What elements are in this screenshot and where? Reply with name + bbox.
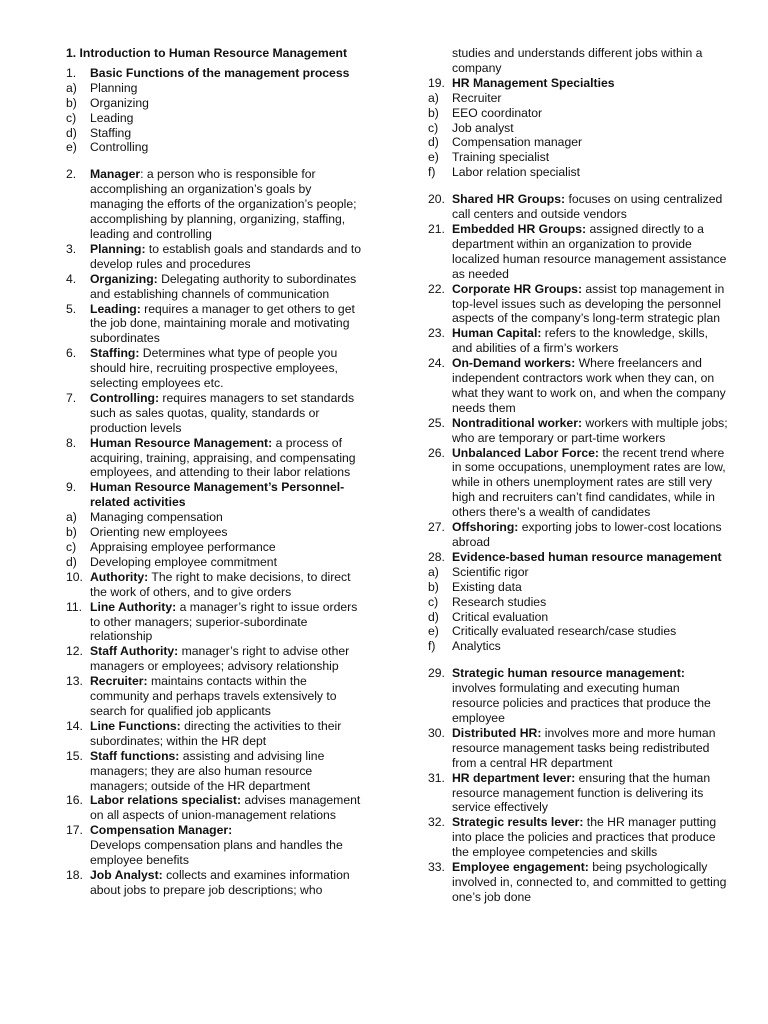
item-definition: the HR manager putting into place the policies and practices that produce the employee competencies and skills [452,815,717,860]
item-number: b) [428,105,439,120]
item-text [90,674,366,719]
item-number: 23. [428,326,445,341]
list-item [428,91,728,106]
item-text [452,815,728,860]
item-text [90,868,366,898]
item-text [90,391,366,436]
item-definition: Labor relation specialist [452,165,581,180]
item-text [90,793,366,823]
item-definition: exporting jobs to lower-cost locations abroad [452,520,722,549]
item-text [90,96,366,111]
item-definition: Determines what type of people you should hire, recruiting prospective employees, selecting employees etc. [90,346,338,391]
item-definition: ensuring that the human resource management function is delivering its service effectively [452,770,711,815]
item-number: 29. [428,666,445,681]
item-term: Human Resource Management: [90,435,273,450]
item-definition: : a person who is responsible for accomplishing an organization’s goals by managing the efforts of the organization’s people; accomplishing by planning, organizing, staffing, leading and controlling [90,167,357,241]
item-definition: manager’s right to advise other managers or employees; advisory relationship [90,644,350,674]
item-text [452,356,728,416]
item-text [90,272,366,302]
list-item [66,126,366,141]
item-number: 14. [66,718,83,733]
item-text [452,595,728,610]
item-text [90,570,366,600]
item-text [452,446,728,521]
list-item [428,666,728,726]
list-item [428,106,728,121]
item-definition: Recruiter [452,90,502,105]
item-definition: being psychologically involved in, connected to, and committed to getting one’s job done [452,860,727,904]
list-item [66,302,366,347]
item-text [452,222,728,282]
item-number: a) [66,80,77,95]
list-item [428,610,728,625]
continued-text: studies and understands different jobs within a company [452,46,703,75]
list-item [66,272,366,302]
right-list [428,76,728,905]
list-item [428,639,728,654]
item-number: 8. [66,435,77,450]
item-term: Strategic results lever: [452,815,584,830]
item-text [90,167,366,242]
item-number: 24. [428,356,445,371]
item-number: e) [428,624,439,639]
item-definition: requires managers to set standards such as sales quotas, quality, standards or production levels [90,390,355,435]
item-number: 16. [66,793,83,808]
list-item [428,595,728,610]
list-item [428,326,728,356]
item-number: d) [428,609,439,624]
left-column [66,46,366,898]
item-text [452,565,728,580]
list-item [66,436,366,481]
item-term: Offshoring: [452,520,519,535]
item-definition: Develops compensation plans and handles the employee benefits [90,838,343,868]
item-definition: Organizing [90,95,149,110]
item-text [90,111,366,126]
item-text [452,726,728,771]
item-definition: Planning [90,80,138,95]
item-text [90,525,366,540]
list-item [66,242,366,272]
list-item [66,391,366,436]
item-definition: Appraising employee performance [90,540,276,554]
item-number: 17. [66,823,83,838]
item-number: 25. [428,415,445,430]
item-number: 28. [428,549,445,564]
item-number: d) [428,135,439,150]
item-number: 15. [66,748,83,763]
list-item [66,96,366,111]
list-item [428,76,728,91]
item-number: e) [428,150,439,165]
item-definition: the recent trend where in some occupations, unemployment rates are low, while in others unemployment rates are still very high and recruiters can’t find candidates, while in others there’s a wealth of candidates [452,445,726,520]
list-item [428,726,728,771]
item-text [452,416,728,446]
list-item [428,135,728,150]
item-term: HR department lever: [452,770,576,785]
item-term: Authority: [90,569,149,584]
item-definition: Staffing [90,125,132,140]
item-definition: Developing employee commitment [90,554,277,569]
list-item [66,66,366,81]
item-definition: focuses on using centralized call centers and outside vendors [452,192,723,222]
list-item [66,510,366,525]
item-term: Line Functions: [90,718,181,733]
list-item [428,580,728,595]
item-number: f) [428,165,436,180]
item-term: Leading: [90,301,141,316]
item-number: 10. [66,569,83,584]
item-term: Strategic human resource management: [452,666,685,681]
item-definition: Critically evaluated research/case studies [452,624,677,639]
item-text [452,666,728,726]
item-number: c) [66,540,77,554]
item-term: Line Authority: [90,599,177,614]
item-number: a) [66,510,77,525]
item-term: Staffing: [90,346,140,361]
item-definition: requires a manager to get others to get the job done, maintaining morale and motivating subordinates [90,301,355,346]
item-term: Corporate HR Groups: [452,281,583,296]
item-text [90,540,366,555]
item-definition: The right to make decisions, to direct the work of others, and to give orders [90,569,351,599]
item-text [90,600,366,645]
spacer [428,180,728,192]
item-definition: directing the activities to their subordinates; within the HR dept [90,718,342,748]
item-number: c) [66,110,77,125]
item-text [452,192,728,222]
list-item [66,600,366,645]
item-number: a) [428,90,439,105]
item-definition: Job analyst [452,120,514,135]
item-definition: Training specialist [452,150,550,165]
item-number: 2. [66,167,77,182]
item-text [90,480,366,510]
item-text [90,302,366,347]
list-item [428,282,728,327]
list-item [428,165,728,180]
item-definition: advises management on all aspects of union-management relations [90,793,361,823]
item-definition: Leading [90,110,134,125]
item-text [452,610,728,625]
list-item [428,121,728,136]
item-text [452,520,728,550]
item-definition: workers with multiple jobs; who are temporary or part-time workers [452,415,728,445]
item-number: 33. [428,860,445,875]
item-text [90,436,366,481]
list-item [428,222,728,282]
item-term: Manager [90,167,141,182]
item-definition: Scientific rigor [452,564,529,579]
item-text [90,126,366,141]
list-item [66,111,366,126]
item-term: Recruiter: [90,674,148,689]
item-text [90,644,366,674]
item-text [90,719,366,749]
item-definition: to establish goals and standards and to develop rules and procedures [90,241,361,271]
list-item [66,555,366,570]
item-number: 30. [428,725,445,740]
item-text [90,749,366,794]
list-item [428,860,728,905]
item-definition: Critical evaluation [452,609,549,624]
item-definition: involves formulating and executing human resource policies and practices that produce the employee [452,681,711,725]
item-term: Human Capital: [452,326,542,341]
item-number: e) [66,140,77,155]
item-number: 31. [428,770,445,785]
item-text [90,66,366,81]
item-number: 3. [66,241,77,256]
item-number: 12. [66,644,83,659]
item-number: 19. [428,75,445,90]
item-definition: Managing compensation [90,510,223,525]
list-item [66,540,366,555]
item-number: b) [428,579,439,594]
item-term: Embedded HR Groups: [452,221,587,236]
item-term: Staff Authority: [90,644,179,659]
item-number: 11. [66,599,83,614]
item-number: 21. [428,221,445,236]
item-number: 1. [66,65,77,80]
item-text [90,81,366,96]
list-item [428,356,728,416]
item-text [452,150,728,165]
item-number: c) [428,594,439,609]
list-item [428,624,728,639]
item-number: 20. [428,192,445,207]
item-term: Unbalanced Labor Force: [452,445,599,460]
item-number: d) [66,554,77,569]
item-text [452,121,728,136]
item-term: Human Resource Management’s Personnel-related activities [90,480,345,510]
item-text [90,242,366,272]
item-term: Distributed HR: [452,725,542,740]
item-term: Compensation Manager: [90,823,233,838]
item-definition: a process of acquiring, training, appraising, and compensating employees, and attending to their labor relations [90,435,356,480]
item-definition: Research studies [452,594,547,609]
item-term: Shared HR Groups: [452,192,566,207]
list-item [66,793,366,823]
item-term: Controlling: [90,390,160,405]
list-item [66,823,366,868]
list-item [428,771,728,816]
item-number: f) [428,639,436,654]
item-definition: EEO coordinator [452,105,543,120]
list-item [66,674,366,719]
item-term: Job Analyst: [90,867,163,882]
item-number: 18. [66,867,83,882]
item-number: 5. [66,301,77,316]
list-item [66,140,366,155]
item-text [452,624,728,639]
item-definition: Delegating authority to subordinates and establishing channels of communication [90,271,357,301]
item-definition: a manager’s right to issue orders to other managers; superior-subordinate relationship [90,599,358,644]
list-item [428,416,728,446]
item-number: b) [66,525,77,540]
item-term: Nontraditional worker: [452,415,583,430]
list-item [66,81,366,96]
item-number: a) [428,564,439,579]
item-term: On-Demand workers: [452,356,576,371]
list-item [66,480,366,510]
item-text [452,76,728,91]
item-number: 4. [66,271,77,286]
item-number: 6. [66,346,77,361]
item-text [452,580,728,595]
item-definition: refers to the knowledge, skills, and abilities of a firm’s workers [452,326,709,356]
spacer [428,654,728,666]
item-definition: Compensation manager [452,135,583,150]
item-text [452,771,728,816]
item-definition: assisting and advising line managers; they are also human resource managers; outside of the HR department [90,748,325,793]
item-term: Employee engagement: [452,860,589,875]
item-text [452,135,728,150]
list-item [428,815,728,860]
item-term: Evidence-based human resource management [452,549,722,564]
left-list [66,66,366,898]
right-column [428,46,728,905]
spacer [66,155,366,167]
list-item [66,346,366,391]
item-definition: Where freelancers and independent contractors work when they can, on what they want to work on, and when the company needs them [452,356,726,415]
item-text [90,140,366,155]
list-item [66,719,366,749]
item-text [452,860,728,905]
document-title: 1. Introduction to Human Resource Management [66,46,348,60]
item-term: Organizing: [90,271,158,286]
item-text [90,823,366,868]
item-text [452,106,728,121]
item-text [452,165,728,180]
list-item [66,167,366,242]
item-text [452,639,728,654]
item-text [90,346,366,391]
item-definition: maintains contacts within the community and perhaps travels extensively to search for qualified job applicants [90,674,337,718]
list-item [66,749,366,794]
item-text [90,510,366,525]
item-number: 22. [428,281,445,296]
item-number: c) [428,120,439,135]
item-text [452,91,728,106]
item-text [452,326,728,356]
list-item [428,550,728,565]
list-item [428,565,728,580]
item-number: b) [66,95,77,110]
item-number: 27. [428,520,445,535]
item-definition: Analytics [452,639,501,654]
item-term: Staff functions: [90,748,180,763]
item-text [452,282,728,327]
item-number: 9. [66,480,77,495]
item-number: 13. [66,674,83,689]
item-text [90,555,366,570]
item-number: d) [66,125,77,140]
item-term: Labor relations specialist: [90,793,242,808]
item-definition: assigned directly to a department within an organization to provide localized human resource management assistance as needed [452,221,727,281]
list-item [428,150,728,165]
item-number: 32. [428,815,445,830]
item-term: HR Management Specialties [452,75,615,90]
list-item [66,644,366,674]
item-number: 26. [428,445,445,460]
list-item [66,570,366,600]
item-definition: Orienting new employees [90,525,228,540]
item-definition: involves more and more human resource management tasks being redistributed from a central HR department [452,725,716,770]
item-definition: Existing data [452,579,522,594]
list-item [428,446,728,521]
item-definition: Controlling [90,140,149,155]
list-item [66,525,366,540]
item-definition: assist top management in top-level issues such as developing the personnel aspects of the company’s long-term strategic plan [452,281,725,326]
item-number: 7. [66,390,77,405]
item-definition: collects and examines information about jobs to prepare job descriptions; who [90,867,350,897]
item-term: Basic Functions of the management process [90,65,350,80]
list-item [428,520,728,550]
list-item [66,868,366,898]
item-text [452,550,728,565]
item-term: Planning: [90,241,146,256]
list-item [428,192,728,222]
